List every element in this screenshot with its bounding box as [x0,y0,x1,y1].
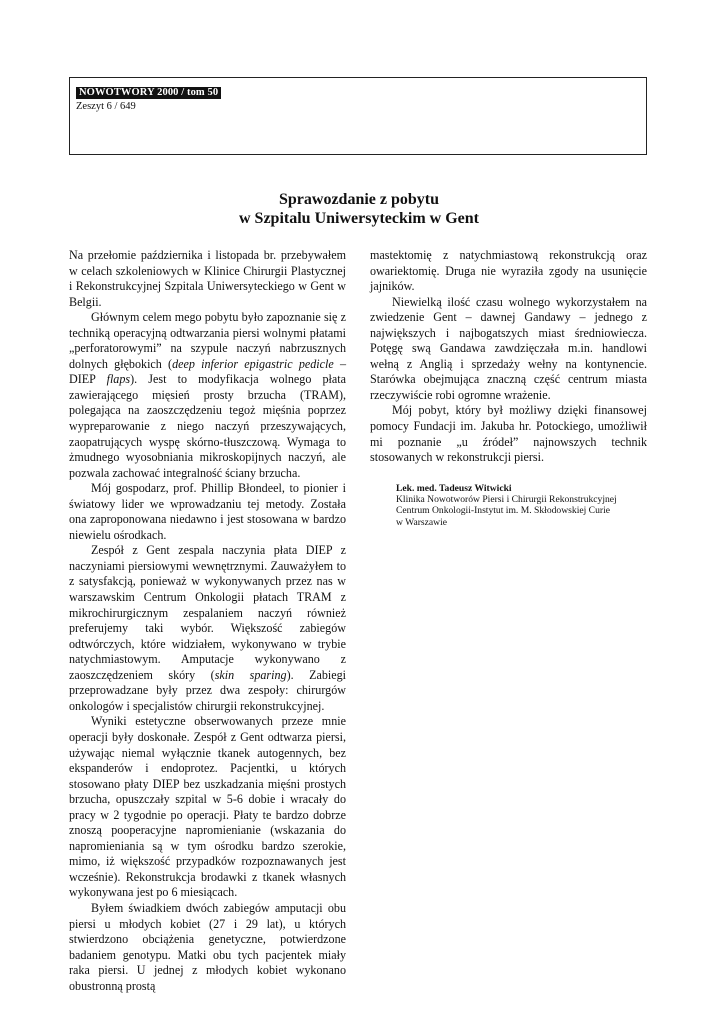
paragraph: mastektomię z natychmiastową rekonstrukcją oraz owariektomię. Druga nie wyraziła zgody na usunięcie jajników. [370,248,647,294]
paragraph: Byłem świadkiem dwóch zabiegów amputacji obu piersi u młodych kobiet (27 i 29 lat), u których stwierdzono obciążenia genetyczne, potwierdzone badaniem genotypu. Matki obu tych pacjentek miały raka piersi. U jednej z młodych kobiet wykonano obustronną prostą [69,900,346,993]
left-column [69,248,346,994]
paragraph: Mój pobyt, który był możliwy dzięki finansowej pomocy Fundacji im. Jakuba hr. Potockiego, umożliwił mi poznanie „u źródeł” najnowszych technik stosowanych w rekonstrukcji piersi. [370,403,647,465]
title-line-1: Sprawozdanie z pobytu [278,191,440,208]
paragraph: Niewielką ilość czasu wolnego wykorzystałem na zwiedzenie Gent – dawnej Gandawy – jednego z największych i najbogatszych miast średniowiecza. Potęgę swą Gandawa zawdzięczała m.in. handlowi wełną z Anglią i sprzedaży wełny na kontynencie. Starówka obejmująca znaczną część centrum miasta rzeczywiście robi ogromne wrażenie. [370,294,647,402]
paragraph: Na przełomie października i listopada br. przebywałem w celach szkoleniowych w Klinice Chirurgii Plastycznej i Rekonstrukcyjnej Szpitala Uniwersyteckiego w Gent w Belgii. [69,248,346,309]
journal-tag: NOWOTWORY 2000 / tom 50 [76,87,221,99]
author-city: w Warszawie [396,516,447,528]
issue-number: Zeszyt 6 / 649 [76,101,136,112]
author-affiliation: Klinika Nowotworów Piersi i Chirurgii Rekonstrukcyjnej [396,494,617,506]
paragraph: Głównym celem mego pobytu było zapoznanie się z techniką operacyjną odtwarzania piersi wolnymi płatami „perforatorowymi” na szypule naczyń nabrzusznych dolnych głębokich (deep inferior epigastric pedicle – DIEP flaps). Jest to modyfikacja wolnego płata zawierającego mięsień prosty brzucha (TRAM), polegająca na zaoszczędzeniu tegoż mięśnia poprzez wypreparowanie z niego naczyń przeszywających, zaopatrujących wyspę skórno-tłuszczową. Wymaga to żmudnego wyosobniania mikroskopijnych naczyń, ale pozwala zachować integralność ściany brzucha. [69,310,347,480]
author-signature [370,483,647,529]
title-line-2: w Szpitalu Uniwersyteckim w Gent [239,210,479,227]
author-institute: Centrum Onkologii-Instytut im. M. Skłodowskiej Curie [396,505,610,517]
paragraph: Zespół z Gent zespala naczynia płata DIEP z naczyniami piersiowymi wewnętrznymi. Zauważyłem to z satysfakcją, ponieważ w wykonywanych przez nas w warszawskim Centrum Onkologii płatach TRAM z mikrochirurgicznym zespalaniem naczyń również preferujemy taki wybór. Większość zabiegów odtwórczych, które widziałem, wykonywano w trybie natychmiastowym. Amputacje wykonywano z zaoszczędzeniem skóry (skin sparing). Zabiegi przeprowadzane były przez dwa zespoły: chirurgów onkologów i specjalistów chirurgii rekonstrukcyjnej. [69,543,347,713]
article-title [0,190,718,228]
author-name: Lek. med. Tadeusz Witwicki [396,482,512,494]
right-column [370,248,647,528]
paragraph: Mój gospodarz, prof. Phillip Błondeel, to pionier i światowy lider we wprowadzaniu tej metody. Została ona zaproponowana niedawno i jest stosowana w bardzo niewielu ośrodkach. [69,481,346,542]
journal-header-box [69,77,647,155]
paragraph: Wyniki estetyczne obserwowanych przeze mnie operacji były doskonałe. Zespół z Gent odtwarza piersi, używając niemal wyłącznie tkanek autogennych, bez ekspanderów i endoprotez. Pacjentki, u których stosowano płaty DIEP bez uszkadzania mięśni prostych brzucha, opuszczały szpital w 5-6 dobie i wracały do pracy w 2 tygodnie po operacji. Płaty te bardzo dobrze znoszą pooperacyjne napromienianie (wskazania do napromieniania są w tym ośrodku bardzo szerokie, mimo, iż większość przypadków rozpoznawanych jest wcześnie). Rekonstrukcja brodawki z tkanek własnych wykonywana jest po 6 miesiącach. [69,714,346,900]
